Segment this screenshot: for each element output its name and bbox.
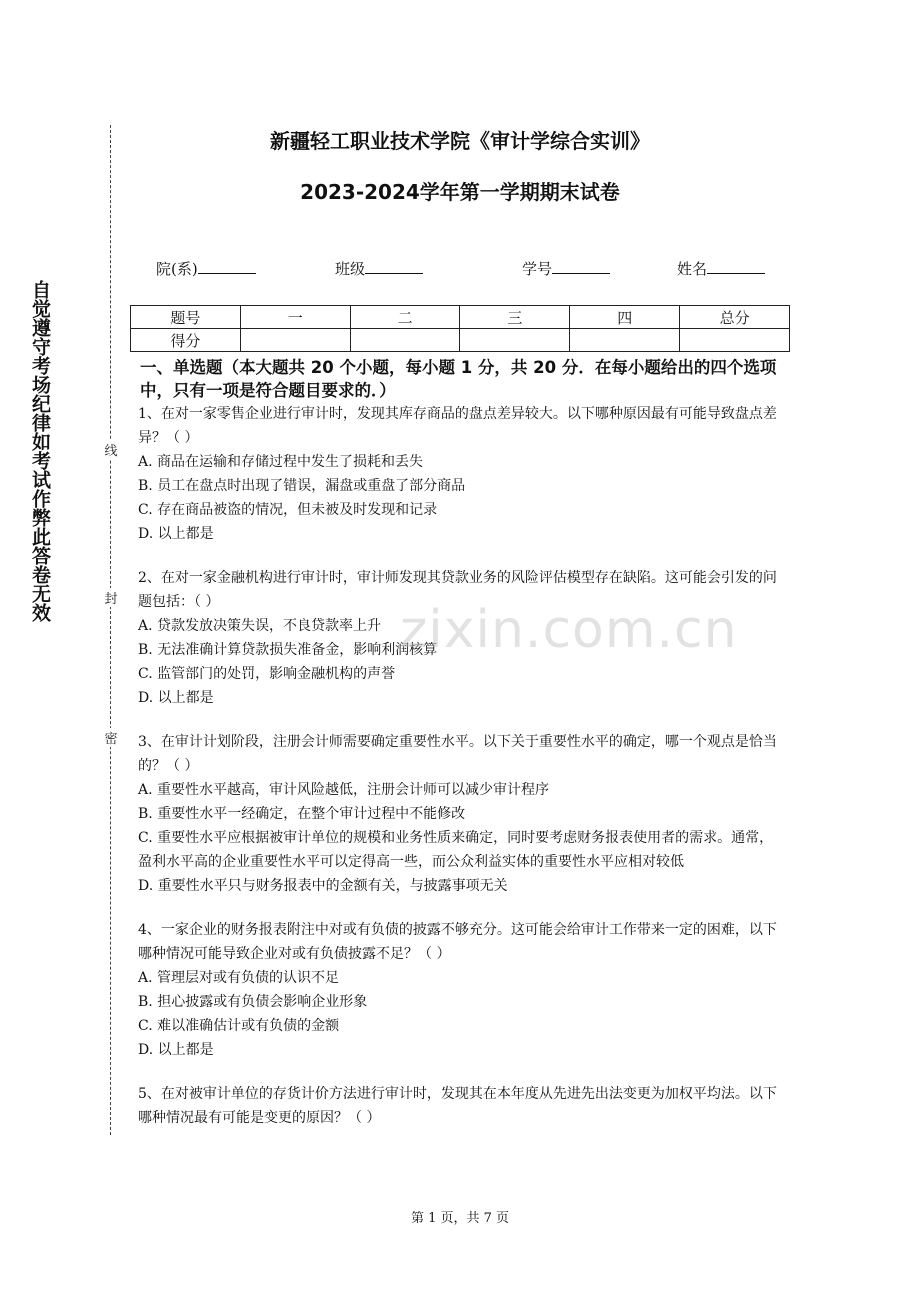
score-header-cell: 三 xyxy=(460,306,570,329)
exam-rules-note: 自觉遵守考场纪律如考试作弊此答卷无效 xyxy=(29,280,51,622)
question-option: A. 重要性水平越高，审计风险越低，注册会计师可以减少审计程序 xyxy=(138,782,550,798)
question-option: B. 无法准确计算贷款损失准备金，影响利润核算 xyxy=(138,642,438,658)
name-blank[interactable] xyxy=(707,259,765,274)
student-id-blank[interactable] xyxy=(552,259,610,274)
class-blank[interactable] xyxy=(365,259,423,274)
score-table xyxy=(130,305,790,352)
question-option: B. 员工在盘点时出现了错误，漏盘或重盘了部分商品 xyxy=(138,478,466,494)
question-option: C. 监管部门的处罚，影响金融机构的声誉 xyxy=(138,666,396,682)
question-item xyxy=(138,918,784,1062)
question-option: C. 重要性水平应根据被审计单位的规模和业务性质来确定，同时要考虑财务报表使用者的需求。通常，盈利水平高的企业重要性水平可以定得高一些，而公众利益实体的重要性水平应相对较低 xyxy=(138,830,774,870)
question-stem: 5、在对被审计单位的存货计价方法进行审计时，发现其在本年度从先进先出法变更为加权平均法。以下哪种情况最有可能是变更的原因？（ ） xyxy=(138,1086,777,1126)
question-option: C. 难以准确估计或有负债的金额 xyxy=(138,1018,340,1034)
question-list xyxy=(138,402,784,1150)
class-label: 班级 xyxy=(335,260,366,278)
question-option: A. 贷款发放决策失误，不良贷款率上升 xyxy=(138,618,382,634)
score-table-score-row xyxy=(131,329,790,352)
college-field xyxy=(156,258,256,279)
college-blank[interactable] xyxy=(198,259,256,274)
name-field xyxy=(677,258,765,279)
question-option: A. 商品在运输和存储过程中发生了损耗和丢失 xyxy=(138,454,424,470)
question-option: C. 存在商品被盗的情况，但未被及时发现和记录 xyxy=(138,502,438,518)
question-item xyxy=(138,730,784,898)
student-id-field xyxy=(522,258,610,279)
student-id-label: 学号 xyxy=(522,260,553,278)
seal-mark-line: 线 xyxy=(103,440,119,459)
score-row-label: 得分 xyxy=(131,329,241,352)
score-header-cell: 一 xyxy=(240,306,350,329)
question-option: A. 管理层对或有负债的认识不足 xyxy=(138,970,340,986)
question-option: D. 以上都是 xyxy=(138,690,214,706)
question-item xyxy=(138,402,784,546)
seal-mark-secret: 密 xyxy=(103,728,119,747)
question-stem: 1、在对一家零售企业进行审计时，发现其库存商品的盘点差异较大。以下哪种原因最有可能导致盘点差异？（ ） xyxy=(138,406,777,446)
question-stem: 3、在审计计划阶段，注册会计师需要确定重要性水平。以下关于重要性水平的确定，哪一个观点是恰当的？（ ） xyxy=(138,734,777,774)
score-table-header-row xyxy=(131,306,790,329)
question-option: B. 担心披露或有负债会影响企业形象 xyxy=(138,994,368,1010)
question-option: D. 重要性水平只与财务报表中的金额有关，与披露事项无关 xyxy=(138,878,508,894)
question-option: D. 以上都是 xyxy=(138,526,214,542)
score-header-cell: 题号 xyxy=(131,306,241,329)
page-footer: 第 1 页，共 7 页 xyxy=(410,1211,510,1226)
seal-mark-seal: 封 xyxy=(103,588,119,607)
exam-title: 新疆轻工职业技术学院《审计学综合实训》 xyxy=(270,129,650,153)
question-option: B. 重要性水平一经确定，在整个审计过程中不能修改 xyxy=(138,806,466,822)
question-item xyxy=(138,1082,784,1130)
score-header-cell: 总分 xyxy=(680,306,790,329)
score-cell[interactable] xyxy=(460,329,570,352)
question-stem: 2、在对一家金融机构进行审计时，审计师发现其贷款业务的风险评估模型存在缺陷。这可能会引发的问题包括：（ ） xyxy=(138,570,777,610)
score-cell[interactable] xyxy=(240,329,350,352)
exam-subtitle: 2023-2024学年第一学期期末试卷 xyxy=(300,180,620,204)
question-stem: 4、一家企业的财务报表附注中对或有负债的披露不够充分。这可能会给审计工作带来一定的困难，以下哪种情况可能导致企业对或有负债披露不足？（ ） xyxy=(138,922,777,962)
college-label: 院(系) xyxy=(156,260,198,278)
score-cell[interactable] xyxy=(680,329,790,352)
score-cell[interactable] xyxy=(570,329,680,352)
score-header-cell: 二 xyxy=(350,306,460,329)
name-label: 姓名 xyxy=(677,260,708,278)
seal-dashed-line xyxy=(110,125,111,1135)
score-cell[interactable] xyxy=(350,329,460,352)
score-header-cell: 四 xyxy=(570,306,680,329)
class-field xyxy=(335,258,423,279)
section-title: 一、单选题（本大题共 20 个小题，每小题 1 分，共 20 分．在每小题给出的四个选项中，只有一项是符合题目要求的．） xyxy=(140,358,777,400)
question-option: D. 以上都是 xyxy=(138,1042,214,1058)
watermark: zixin.com.cn xyxy=(400,600,738,660)
